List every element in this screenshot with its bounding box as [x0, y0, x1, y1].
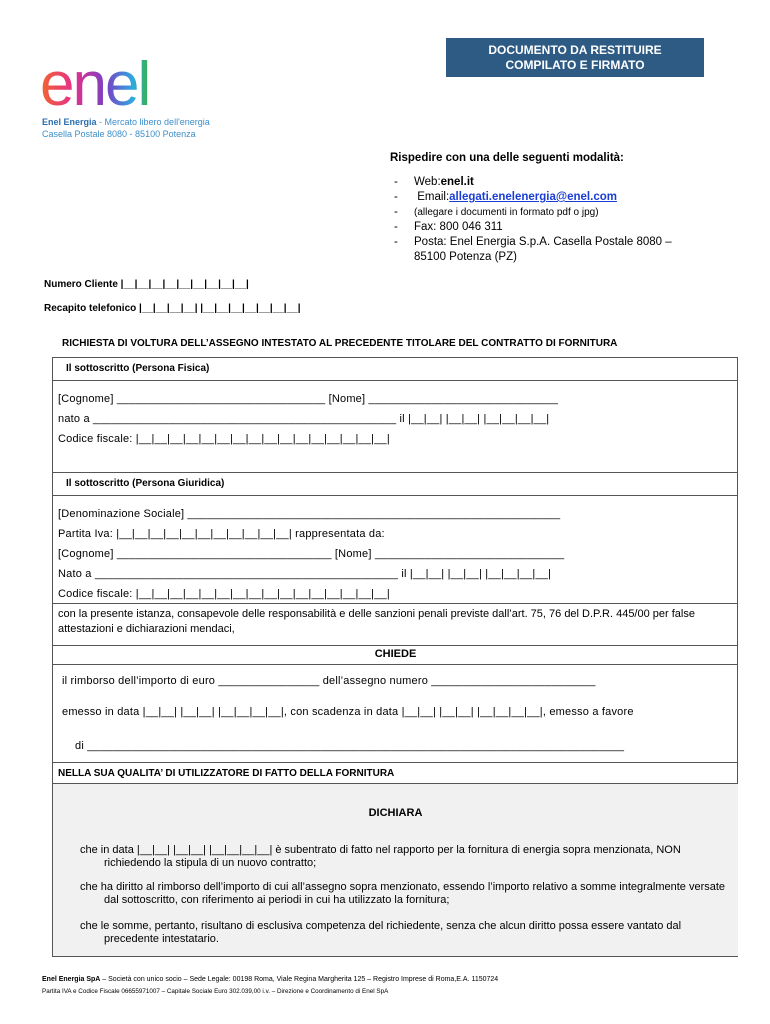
badge-line-1: DOCUMENTO DA RESTITUIRE [488, 42, 662, 57]
post-address-1: Posta: Enel Energia S.p.A. Casella Postale 8080 – [414, 236, 672, 248]
chiede-header: CHIEDE [374, 648, 417, 660]
company-name: Enel Energia [42, 117, 97, 127]
return-badge [446, 38, 704, 77]
sender-address [42, 116, 210, 140]
email-link[interactable]: allegati.enelenergia@enel.com [449, 191, 617, 203]
market-text: - Mercato libero dell'energia [96, 117, 210, 127]
phone-field[interactable]: Recapito telefonico |__|__|__|__| |__|__|__|__|__|__|__| [44, 303, 301, 314]
divider [53, 645, 738, 646]
attach-note: (allegare i documenti in formato pdf o jpg) [414, 207, 599, 218]
divider [53, 380, 738, 381]
footer-legal-text: – Società con unico socio – Sede Legale: 00198 Roma, Viale Regina Margherita 125 – Registro Imprese di Roma,E.A. 1150724 [100, 976, 499, 983]
pg-codice-fiscale-field[interactable]: Codice fiscale: |__|__|__|__|__|__|__|__|__|__|__|__|__|__|__|__| [58, 588, 390, 600]
persona-giuridica-header: Il sottoscritto (Persona Giuridica) [66, 478, 225, 489]
divider [53, 762, 738, 763]
declaration-item[interactable]: che in data |__|__| |__|__| |__|__|__|__| è subentrato di fatto nel rapporto per la fornitura di energia sopra menzionata, NON richiedendo la stipula di un nuovo contratto; [80, 844, 681, 869]
emesso-field[interactable]: emesso in data |__|__| |__|__| |__|__|__|__|, con scadenza in data |__|__| |__|__| |__|__|__|__|, emesso a favore [62, 706, 634, 718]
rimborso-field[interactable]: il rimborso dell’importo di euro ________________ dell’assegno numero __________________________ [62, 675, 596, 687]
dichiara-header: DICHIARA [368, 807, 423, 819]
divider [53, 603, 738, 604]
return-methods-title: Rispedire con una delle seguenti modalità: [390, 152, 624, 164]
pf-codice-fiscale-field[interactable]: Codice fiscale: |__|__|__|__|__|__|__|__|__|__|__|__|__|__|__|__| [58, 433, 390, 445]
persona-fisica-header: Il sottoscritto (Persona Fisica) [66, 363, 210, 374]
web-link[interactable]: enel.it [440, 176, 474, 188]
pf-nato-field[interactable]: nato a ________________________________________________ il |__|__| |__|__| |__|__|__|__| [58, 413, 550, 425]
enel-logo [40, 57, 190, 112]
badge-line-2: COMPILATO E FIRMATO [505, 57, 645, 72]
customer-number-field[interactable]: Numero Cliente |__|__|__|__|__|__|__|__|__| [44, 279, 249, 290]
pf-cognome-nome-field[interactable]: [Cognome] _________________________________ [Nome] ______________________________ [58, 393, 559, 405]
declaration-item: che le somme, pertanto, risultano di esclusiva competenza del richiedente, senza che alcun diritto possa essere vantato dal precedente intestatario. [80, 920, 682, 945]
fax-number: Fax: 800 046 311 [414, 221, 503, 233]
return-methods-list: - Web: enel.it - Email: allegati.enelenergia@enel.com - (allegare i documenti in formato pdf o jpg) - Fax: 800 046 311 - Posta: Enel Energia S.p.A. Casella Postale 8080 – 85100 Potenza (PZ) [394, 176, 672, 263]
postal-address: Casella Postale 8080 - 85100 Potenza [42, 129, 196, 139]
istanza-text: con la presente istanza, consapevole delle responsabilità e delle sanzioni penali previste dall’art. 75, 76 del D.P.R. 445/00 per false attestazioni e dichiarazioni mendaci, [58, 608, 695, 635]
post-address-2: 85100 Potenza (PZ) [414, 251, 517, 263]
divider [53, 664, 738, 665]
qualita-header: NELLA SUA QUALITA’ DI UTILIZZATORE DI FATTO DELLA FORNITURA [58, 768, 395, 779]
pg-nato-field[interactable]: Nato a ________________________________________________ il |__|__| |__|__| |__|__|__|__| [58, 568, 552, 580]
logo-text: enel [40, 57, 150, 112]
footer-fiscal: Partita IVA e Codice Fiscale 06655971007 – Capitale Sociale Euro 302.039,00 i.v. – Direzione e Coordinamento di Enel SpA [42, 988, 389, 995]
pg-cognome-nome-field[interactable]: [Cognome] __________________________________ [Nome] ______________________________ [58, 548, 565, 560]
request-title: RICHIESTA DI VOLTURA DELL’ASSEGNO INTESTATO AL PRECEDENTE TITOLARE DEL CONTRATTO DI FORNITURA [62, 338, 618, 349]
pg-denominazione-field[interactable]: [Denominazione Sociale] ___________________________________________________________ [58, 508, 561, 520]
footer-company: Enel Energia SpA [42, 976, 101, 983]
declaration-item: che ha diritto al rimborso dell’importo di cui all’assegno sopra menzionato, essendo l’importo relativo a somme integralmente versate dal sottoscritto, con riferimento ai periodi in cui ha utilizzato la fornitura; [80, 881, 726, 906]
favore-di-field[interactable]: di _____________________________________________________________________________________ [75, 740, 625, 752]
divider [53, 495, 738, 496]
pg-partita-iva-field[interactable]: Partita Iva: |__|__|__|__|__|__|__|__|__|__|__| rappresentata da: [58, 528, 385, 540]
divider [53, 472, 738, 473]
footer-legal [42, 976, 498, 983]
